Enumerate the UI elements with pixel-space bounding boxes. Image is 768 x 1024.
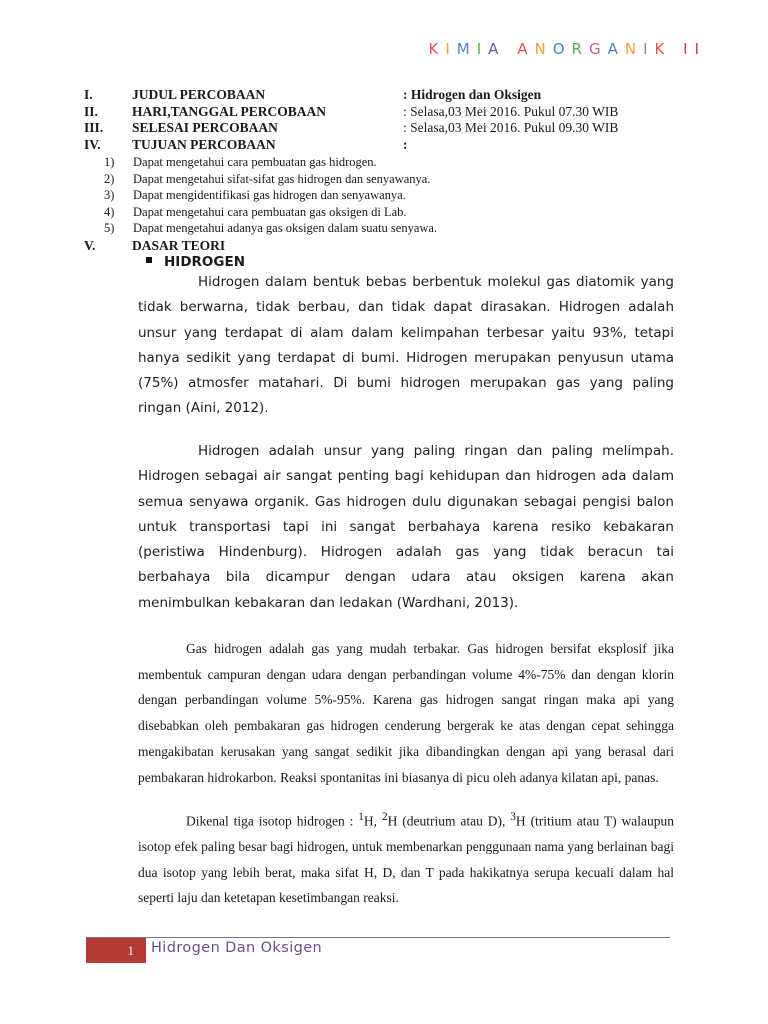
goal-num: 5) — [104, 221, 115, 235]
goal-text: Dapat mengetahui cara pembuatan gas oksigen di Lab. — [133, 204, 407, 219]
goal-text: Dapat mengetahui cara pembuatan gas hidrogen. — [133, 155, 377, 169]
goal-text: Dapat mengidentifikasi gas hidrogen dan senyawanya. — [133, 188, 406, 202]
outline-label: HARI,TANGGAL PERCOBAAN — [132, 103, 327, 119]
outline-num: V. — [84, 238, 96, 253]
outline-num: IV. — [84, 136, 101, 152]
outline-label: TUJUAN PERCOBAAN — [132, 136, 276, 152]
header-letter: M — [456, 40, 477, 58]
paragraph-4 — [138, 805, 674, 911]
outline-value: : Hidrogen dan Oksigen — [403, 87, 542, 102]
page-number: 1 — [86, 938, 146, 963]
outline-num: II. — [84, 103, 98, 119]
outline-num: I. — [84, 87, 93, 102]
goal-num: 3) — [104, 188, 115, 202]
outline-row-date — [84, 104, 684, 121]
superscript: 3 — [510, 811, 516, 823]
subheading-text: HIDROGEN — [164, 254, 245, 270]
superscript: 1 — [358, 811, 364, 823]
paragraph-3: Gas hidrogen adalah gas yang mudah terbakar. Gas hidrogen bersifat eksplosif jika membentuk campuran dengan udara dengan perbandingan volume 4%-75% dan dengan klorin dengan perbandingan volume 5%-95%. Karena gas hidrogen sangat ringan maka api yang disebabkan oleh pembakaran gas hidrogen cenderung bergerak ke atas dengan cepat sehingga mengakibatan kerusakan yang sangat sedikit jika dibandingkan dengan api yang berasal dari pembakaran hidrokarbon. Reaksi spontanitas ini biasanya di picu oleh adanya kilatan api, panas. — [138, 641, 674, 785]
footer-divider — [86, 937, 670, 938]
footer-title: Hidrogen Dan Oksigen — [151, 940, 323, 956]
para4-text-a: Dikenal tiga isotop hidrogen : — [186, 813, 359, 829]
outline-value: : — [403, 136, 408, 152]
outline-row-finish — [84, 120, 684, 137]
superscript: 2 — [381, 811, 388, 823]
header-letter: I — [643, 40, 655, 58]
goal-num: 1) — [104, 155, 115, 169]
list-item — [104, 204, 437, 221]
list-item — [104, 171, 437, 188]
square-bullet-icon — [146, 257, 152, 263]
outline-num: III. — [84, 120, 104, 135]
header-letter: A — [607, 40, 625, 58]
list-item — [104, 187, 437, 204]
para4-text-b: H, — [363, 813, 382, 829]
para4-text-d: H (tritium atau T) walaupun isotop efek paling besar bagi hidrogen, untuk membenarkan penggunaan nama yang berlainan bagi dua isotop yang lebih berat, maka sifat H, D, dan T pada hakikatnya serupa kecuali dalam hal seperti laju dan ketetapan kesetimbangan reaksi. — [138, 813, 674, 905]
list-item — [104, 154, 437, 171]
header-letter: N — [624, 40, 644, 58]
header-letter: K — [654, 40, 672, 58]
goal-list — [104, 154, 437, 237]
goal-text: Dapat mengetahui sifat-sifat gas hidrogen dan senyawanya. — [133, 171, 431, 186]
outline-label: DASAR TEORI — [132, 238, 226, 253]
header-letter: II — [683, 40, 706, 58]
paragraph-2: Hidrogen adalah unsur yang paling ringan dan paling melimpah. Hidrogen sebagai air sangat penting bagi kehidupan dan hidrogen ada dalam semua senyawa organik. Gas hidrogen dulu digunakan sebagai pengisi balon untuk transportasi tapi ini sangat berbahaya karena resiko kebakaran (peristiwa Hindenburg). Hidrogen adalah gas yang tidak beracun tai berbahaya bila dicampur dengan udara atau oksigen karena akan menimbulkan kebakaran dan ledakan (Wardhani, 2013). — [138, 443, 674, 611]
header-letter: R — [571, 40, 589, 58]
header-letter: K — [428, 40, 446, 58]
outline-label: SELESAI PERCOBAAN — [132, 120, 278, 135]
header-letter: O — [552, 40, 572, 58]
goal-num: 4) — [104, 204, 115, 219]
header-letter: N — [534, 40, 553, 58]
goal-text: Dapat mengetahui adanya gas oksigen dalam suatu senyawa. — [133, 221, 438, 235]
header-letter: G — [588, 40, 608, 58]
outline-label: JUDUL PERCOBAAN — [132, 87, 266, 102]
header-letter: I — [445, 40, 457, 58]
list-item — [104, 220, 437, 237]
header-letter — [671, 40, 683, 58]
para4-text-c: H (deutrium atau D), — [387, 813, 511, 829]
header-letter: I — [476, 40, 489, 58]
running-header — [428, 40, 706, 58]
outline-row-goals — [84, 137, 684, 154]
subheading-hidrogen — [146, 254, 245, 270]
paragraph-1: Hidrogen dalam bentuk bebas berbentuk molekul gas diatomik yang tidak berwarna, tidak berbau, dan tidak dapat dirasakan. Hidrogen adalah unsur yang terdapat di alam dalam kelimpahan terbesar yaitu 93%, tetapi hanya sedikit yang terdapat di bumi. Hidrogen merupakan penyusun utama (75%) atmosfer matahari. Di bumi hidrogen merupakan gas yang paling ringan (Aini, 2012). — [138, 274, 674, 417]
goal-num: 2) — [104, 171, 115, 186]
section-heading-theory — [84, 238, 684, 255]
document-outline — [84, 87, 684, 153]
header-letter: A — [488, 40, 506, 58]
outline-value: : Selasa,03 Mei 2016. Pukul 09.30 WIB — [403, 120, 619, 135]
header-letter: A — [517, 40, 535, 58]
outline-row-title — [84, 87, 684, 104]
outline-value: : Selasa,03 Mei 2016. Pukul 07.30 WIB — [403, 103, 619, 119]
header-letter — [505, 40, 517, 58]
outline-row-theory — [84, 238, 684, 255]
